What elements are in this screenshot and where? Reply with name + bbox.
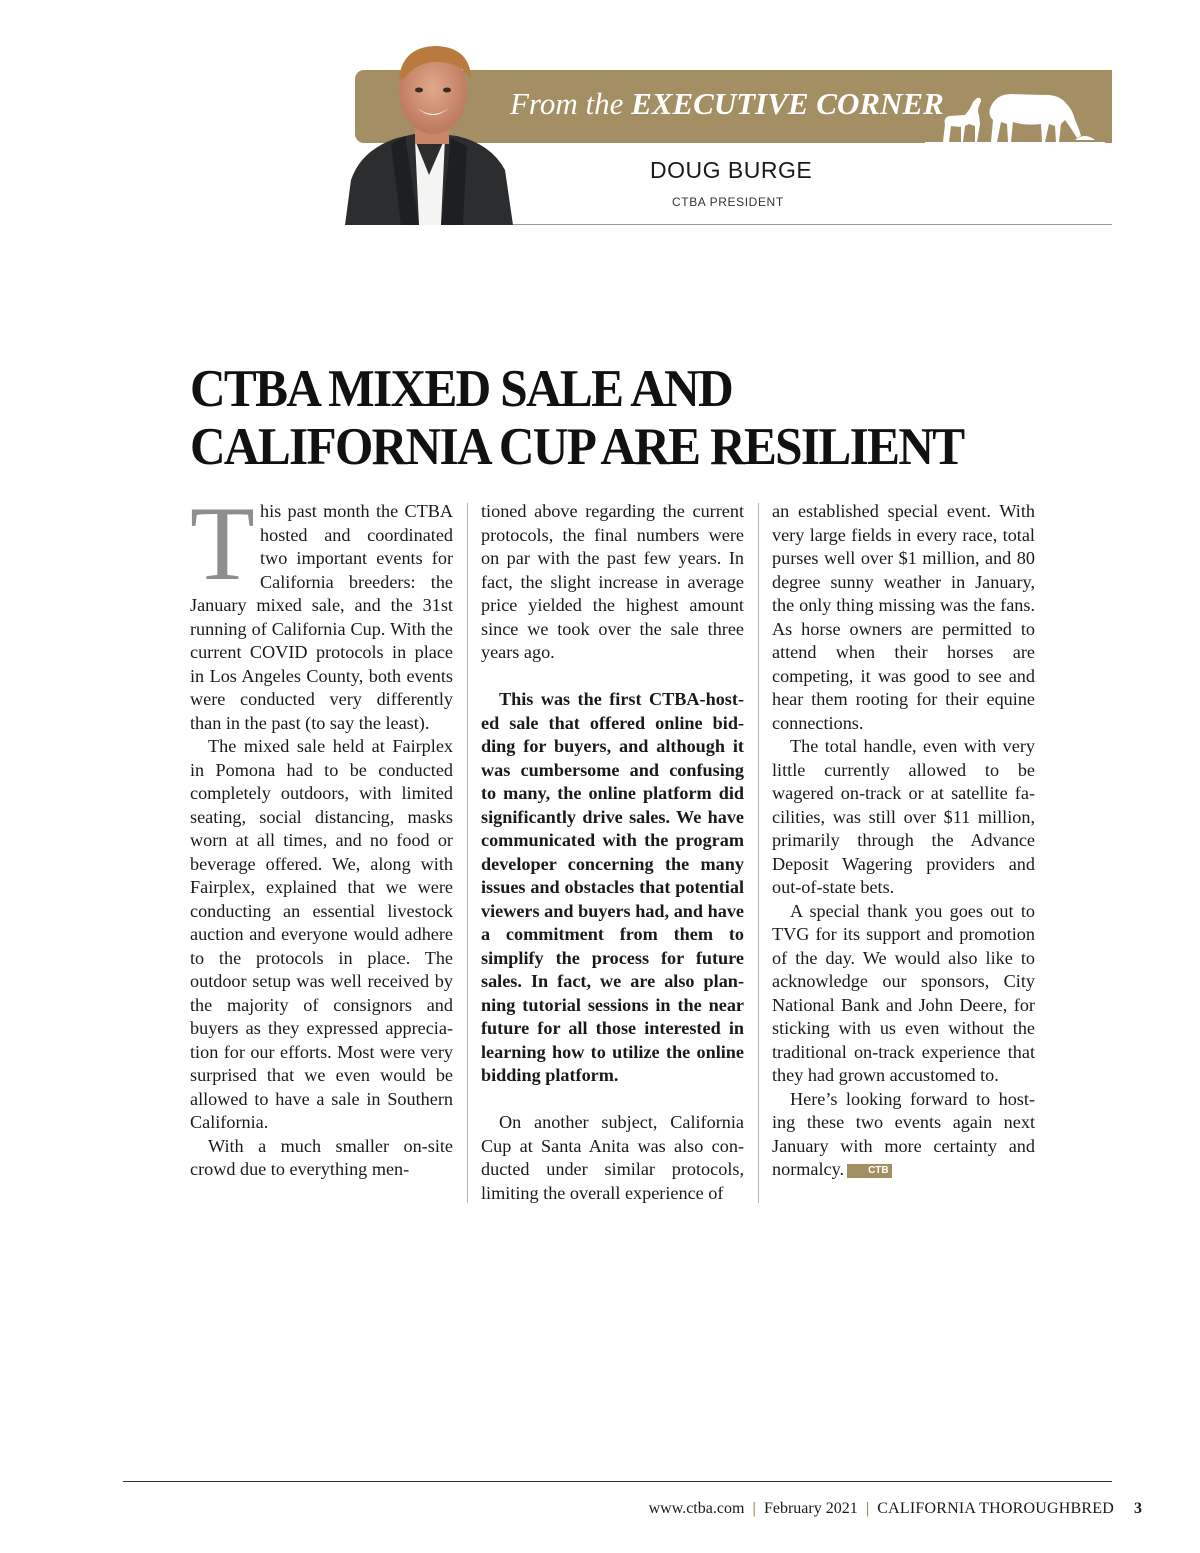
drop-cap: T bbox=[190, 485, 255, 602]
article-column-2 bbox=[481, 500, 744, 1205]
headline-line-2: CALIFORNIA CUP ARE RESILIENT bbox=[190, 418, 964, 476]
article-column-3 bbox=[772, 500, 1035, 1182]
paragraph-text: Here’s looking forward to hosting these two events again next January with more certainty and normalcy. bbox=[772, 1088, 1035, 1179]
paragraph: his past month the CTBA hosted and coordinated two important events for California breeders: the January mixed sale, and the 31st running of California Cup. With the current COVID protocols in place in Los Angeles County, both events were conducted very differently than in the past (to say the least). bbox=[190, 501, 453, 733]
footer-date: February 2021 bbox=[763, 1500, 858, 1517]
highlighted-paragraph: This was the first CTBA-hosted sale that offered online bidding for buyers, and although it was cumbersome and confusing to many, the online platform did significantly drive sales. We have communicated with the program developer concerning the many issues and obstacles that potential viewers and buyers had, and have a commitment from them to simplify the process for future sales. In fact, we are also planning tutorial sessions in the near future for all those interested in learning how to utilize the online bidding platform. bbox=[481, 689, 744, 1085]
footer-divider bbox=[123, 1481, 1112, 1482]
column-title bbox=[510, 86, 944, 122]
paragraph: With a much smaller on-site crowd due to everything men- bbox=[190, 1135, 453, 1179]
column-divider bbox=[467, 503, 468, 1203]
article-headline bbox=[190, 360, 981, 476]
footer-url: www.ctba.com bbox=[648, 1500, 745, 1517]
author-name: DOUG BURGE bbox=[650, 157, 813, 183]
page-number: 3 bbox=[1134, 1500, 1142, 1517]
paragraph: tioned above regarding the current protocols, the final numbers were on par with the past few years. In fact, the slight increase in average price yielded the highest amount since we took over the sale three years ago. bbox=[481, 501, 744, 662]
header-divider bbox=[513, 224, 1112, 225]
paragraph: The mixed sale held at Fairplex in Pomona had to be conducted completely outdoors, with limited seating, social distancing, masks worn at all times, and no food or beverage offered. We, along with Fairplex, explained that we were conducting an essential livestock auction and everyone would adhere to the protocols in place. The outdoor setup was well received by the majority of consignors and buyers as they expressed appreciation for our efforts. Most were very surprised that we even would be allowed to have a sale in Southern California. bbox=[190, 736, 453, 1132]
end-mark-icon: CTB bbox=[847, 1164, 892, 1178]
paragraph: an established special event. With very large fields in every race, total purses well over $1 million, and 80 degree sunny weather in January, the only thing missing was the fans. As horse owners are permitted to attend when their horses are competing, it was good to see and hear them rooting for their equine connections. bbox=[772, 501, 1035, 733]
column-divider bbox=[758, 503, 759, 1203]
headline-line-1: CTBA MIXED SALE AND bbox=[190, 360, 732, 418]
paragraph bbox=[772, 1088, 1035, 1182]
paragraph: A special thank you goes out to TVG for its support and promotion of the day. We would also like to acknowledge our sponsors, City National Bank and John Deere, for sticking with us even without the traditional on-track experience that they had grown accustomed to. bbox=[772, 900, 1035, 1085]
paragraph: On another subject, California Cup at Santa Anita was also conducted under similar protocols, limiting the overall experience of bbox=[481, 1112, 744, 1203]
footer-publication: CALIFORNIA THOROUGHBRED bbox=[877, 1500, 1114, 1517]
horses-silhouette-icon bbox=[925, 84, 1105, 143]
page-footer bbox=[649, 1500, 1142, 1518]
footer-separator: | bbox=[752, 1500, 756, 1517]
author-title: CTBA PRESIDENT bbox=[672, 195, 784, 209]
article-column-1 bbox=[190, 485, 453, 1182]
footer-separator: | bbox=[865, 1500, 870, 1517]
author-portrait bbox=[345, 40, 513, 225]
paragraph: The total handle, even with very little currently allowed to be wagered on-track or at satellite facilities, was still over $11 million, primarily through the Advance Deposit Wagering providers and out-of-state bets. bbox=[772, 736, 1035, 897]
column-title-lead: From the bbox=[510, 86, 632, 121]
column-title-emphasis: EXECUTIVE CORNER bbox=[631, 86, 944, 121]
